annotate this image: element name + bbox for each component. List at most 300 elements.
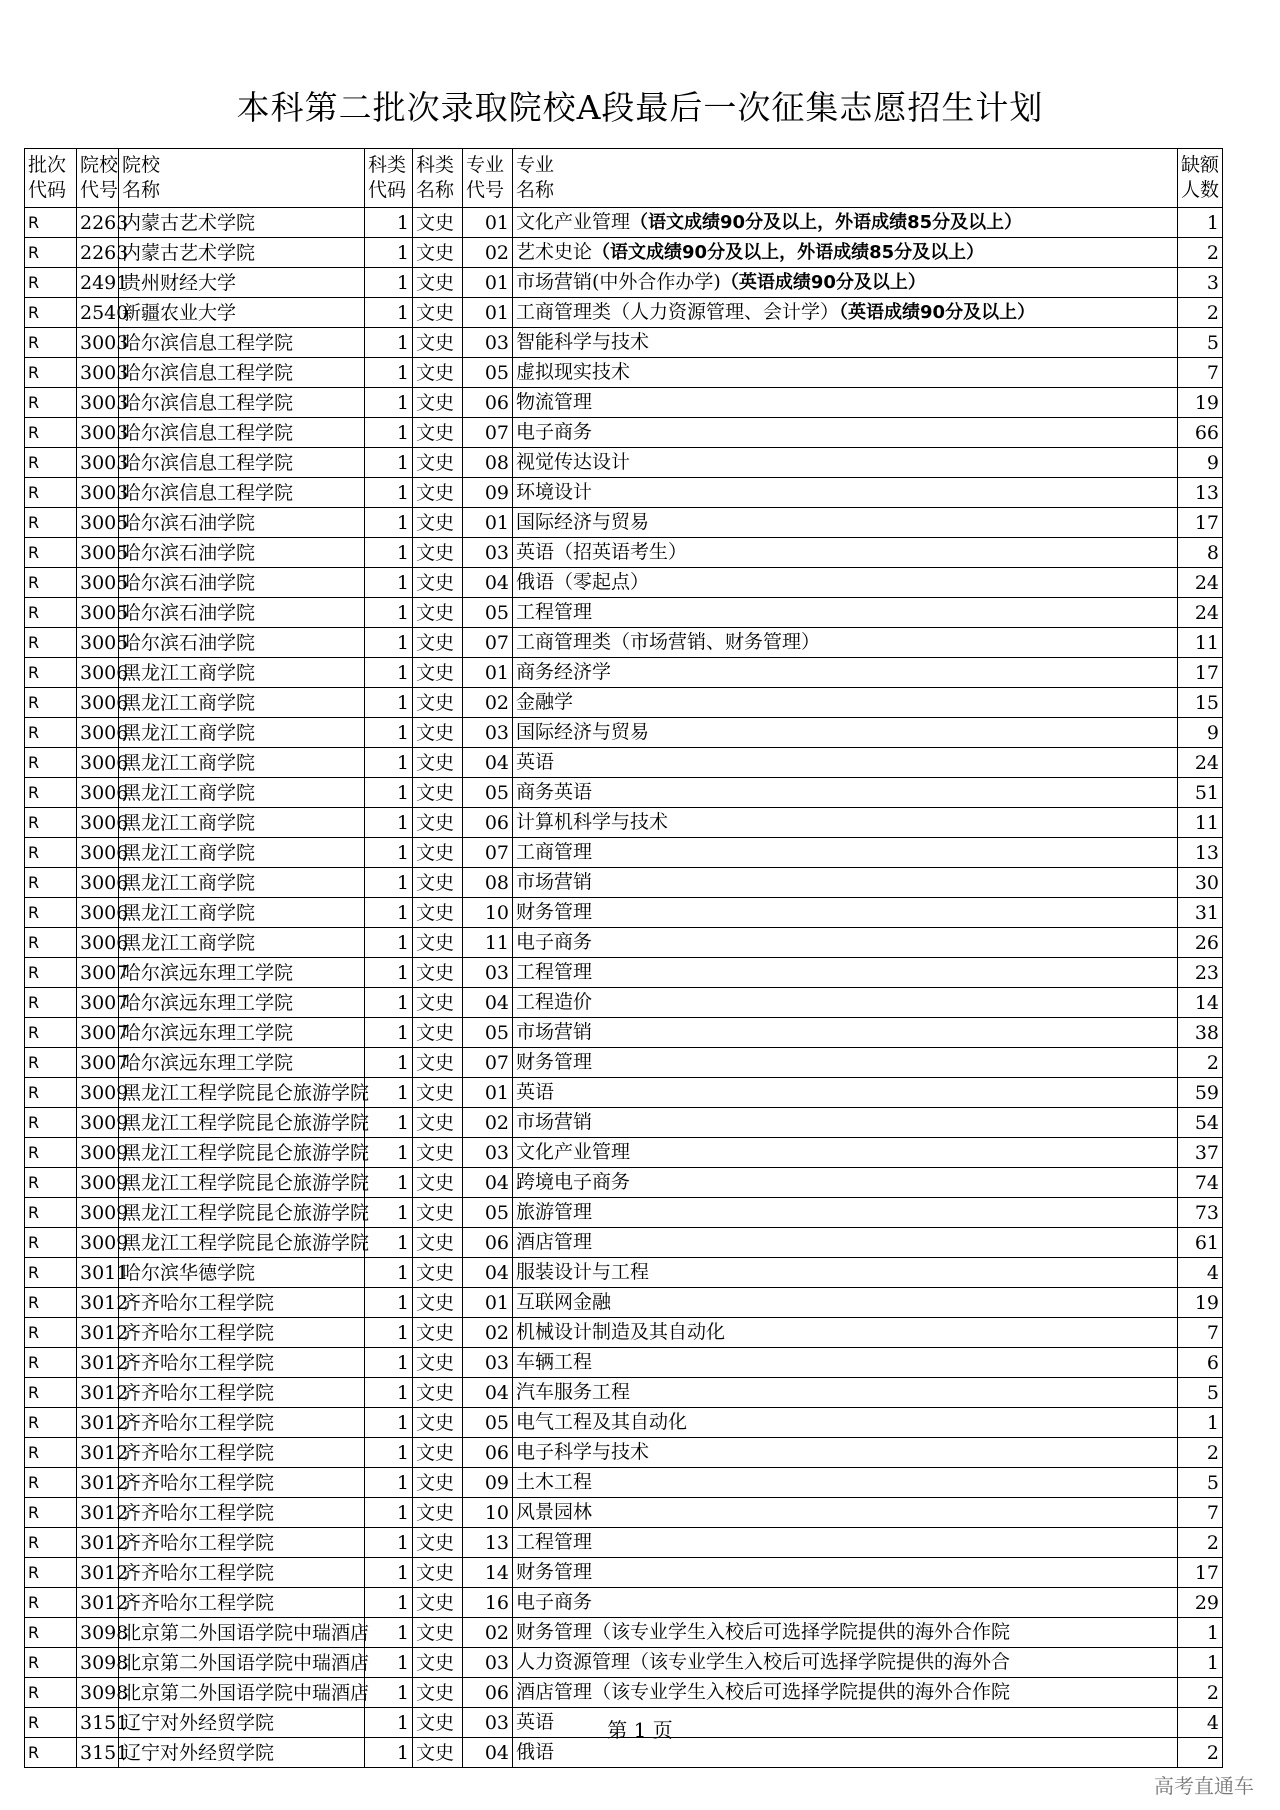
cell-vacancy — [1178, 688, 1223, 718]
cell-vacancy — [1178, 388, 1223, 418]
cell-school-code-text: 3007 — [80, 961, 129, 984]
cell-major-name-text: 风景园林 — [516, 1501, 593, 1523]
cell-batch-code-text: R — [28, 1172, 40, 1192]
cell-vacancy — [1178, 808, 1223, 838]
cell-school-name — [119, 928, 365, 958]
cell-school-name-text: 黑龙江工商学院 — [122, 781, 256, 804]
cell-subject-name-text: 文史 — [416, 1501, 455, 1524]
cell-major-name-text: 俄语 — [516, 1741, 555, 1763]
table-row — [25, 1468, 1223, 1498]
header-subject-code: 科类 代码 — [365, 149, 413, 208]
cell-subject-name — [413, 1258, 463, 1288]
cell-subject-code — [365, 1018, 413, 1048]
table-row — [25, 1498, 1223, 1528]
cell-batch-code — [25, 808, 77, 838]
cell-school-name — [119, 1318, 365, 1348]
cell-school-name — [119, 1498, 365, 1528]
table-row — [25, 268, 1223, 298]
cell-batch-code — [25, 1408, 77, 1438]
cell-batch-code — [25, 598, 77, 628]
cell-school-name — [119, 988, 365, 1018]
cell-batch-code — [25, 898, 77, 928]
header-vacancy: 缺额 人数 — [1178, 149, 1223, 208]
cell-vacancy-text: 13 — [1194, 841, 1219, 864]
cell-vacancy-text: 19 — [1194, 391, 1219, 414]
cell-major-name — [513, 328, 1178, 358]
cell-school-name — [119, 1438, 365, 1468]
cell-major-code-text: 02 — [484, 691, 509, 714]
cell-school-code-text: 3006 — [80, 661, 129, 684]
cell-major-name — [513, 598, 1178, 628]
cell-major-code — [463, 1168, 513, 1198]
cell-major-name-text: 商务经济学 — [516, 661, 612, 683]
cell-major-name — [513, 298, 1178, 328]
cell-major-code-text: 06 — [484, 1681, 509, 1704]
cell-subject-name — [413, 778, 463, 808]
cell-subject-name-text: 文史 — [416, 721, 455, 744]
cell-batch-code — [25, 1648, 77, 1678]
cell-school-name — [119, 1528, 365, 1558]
cell-major-code-text: 03 — [484, 331, 509, 354]
cell-school-code-text: 3003 — [80, 481, 129, 504]
cell-major-name — [513, 1198, 1178, 1228]
cell-school-code — [77, 298, 129, 328]
cell-subject-name — [413, 238, 463, 268]
cell-vacancy — [1178, 1138, 1223, 1168]
cell-subject-name — [413, 208, 463, 238]
cell-school-code — [77, 1318, 129, 1348]
cell-subject-code-text: 1 — [396, 1711, 409, 1734]
cell-vacancy — [1178, 568, 1223, 598]
cell-vacancy — [1178, 958, 1223, 988]
cell-subject-name — [413, 1348, 463, 1378]
cell-school-code-text: 3098 — [80, 1681, 129, 1704]
table-row — [25, 958, 1223, 988]
cell-subject-name — [413, 1678, 463, 1708]
cell-school-name — [119, 838, 365, 868]
cell-vacancy-text: 7 — [1206, 1501, 1219, 1524]
cell-vacancy-text: 2 — [1206, 1681, 1219, 1704]
cell-batch-code — [25, 1588, 77, 1618]
cell-major-code — [463, 1738, 513, 1768]
cell-school-name-text: 北京第二外国语学院中瑞酒店 — [122, 1621, 370, 1644]
cell-major-code — [463, 1108, 513, 1138]
cell-major-code — [463, 1588, 513, 1618]
cell-subject-name — [413, 928, 463, 958]
cell-vacancy — [1178, 268, 1223, 298]
cell-subject-name-text: 文史 — [416, 1681, 455, 1704]
cell-subject-name-text: 文史 — [416, 1711, 455, 1734]
cell-school-name-text: 黑龙江工商学院 — [122, 871, 256, 894]
cell-vacancy-text: 11 — [1194, 631, 1219, 654]
cell-subject-code — [365, 988, 413, 1018]
cell-subject-name — [413, 1018, 463, 1048]
cell-school-code-text: 3007 — [80, 1021, 129, 1044]
cell-batch-code — [25, 478, 77, 508]
cell-vacancy-text: 19 — [1194, 1291, 1219, 1314]
cell-school-name — [119, 1738, 365, 1768]
cell-vacancy-text: 14 — [1194, 991, 1219, 1014]
cell-school-name — [119, 388, 365, 418]
cell-vacancy — [1178, 1288, 1223, 1318]
table-row — [25, 1258, 1223, 1288]
cell-major-name-text: 服装设计与工程 — [516, 1261, 650, 1283]
cell-school-code — [77, 838, 129, 868]
cell-subject-code-text: 1 — [396, 961, 409, 984]
cell-subject-code — [365, 1078, 413, 1108]
cell-major-name — [513, 568, 1178, 598]
cell-subject-name-text: 文史 — [416, 301, 455, 324]
cell-subject-code-text: 1 — [396, 571, 409, 594]
cell-batch-code — [25, 718, 77, 748]
cell-subject-name-text: 文史 — [416, 1621, 455, 1644]
cell-major-code-text: 07 — [484, 421, 509, 444]
cell-school-code — [77, 1588, 129, 1618]
cell-batch-code — [25, 778, 77, 808]
cell-major-code-text: 02 — [484, 1321, 509, 1344]
cell-batch-code — [25, 628, 77, 658]
cell-major-name — [513, 208, 1178, 238]
cell-vacancy-text: 29 — [1194, 1591, 1219, 1614]
cell-major-code-text: 01 — [484, 1081, 509, 1104]
cell-subject-name-text: 文史 — [416, 1531, 455, 1554]
cell-school-code-text: 3005 — [80, 601, 129, 624]
table-row — [25, 778, 1223, 808]
cell-school-name — [119, 268, 365, 298]
cell-subject-code-text: 1 — [396, 211, 409, 234]
cell-subject-name-text: 文史 — [416, 991, 455, 1014]
cell-major-code-text: 06 — [484, 811, 509, 834]
cell-major-code — [463, 1498, 513, 1528]
cell-subject-code-text: 1 — [396, 361, 409, 384]
cell-subject-name-text: 文史 — [416, 691, 455, 714]
cell-school-code-text: 2491 — [80, 271, 129, 294]
cell-subject-name — [413, 898, 463, 928]
cell-batch-code — [25, 358, 77, 388]
table-row — [25, 928, 1223, 958]
cell-subject-code — [365, 778, 413, 808]
cell-major-code-text: 04 — [484, 571, 509, 594]
cell-subject-code-text: 1 — [396, 631, 409, 654]
cell-major-code — [463, 1198, 513, 1228]
cell-batch-code-text: R — [28, 1442, 40, 1462]
cell-major-code — [463, 1018, 513, 1048]
cell-school-code-text: 3006 — [80, 841, 129, 864]
cell-major-code-text: 06 — [484, 1441, 509, 1464]
cell-major-code — [463, 688, 513, 718]
table-row — [25, 808, 1223, 838]
cell-subject-name-text: 文史 — [416, 331, 455, 354]
cell-school-code — [77, 1138, 129, 1168]
cell-batch-code — [25, 1108, 77, 1138]
cell-school-name-text: 黑龙江工商学院 — [122, 901, 256, 924]
cell-school-code — [77, 748, 129, 778]
cell-major-name-text: 市场营销 — [516, 1021, 593, 1043]
cell-major-code — [463, 328, 513, 358]
cell-major-code-text: 10 — [484, 1501, 509, 1524]
cell-major-name — [513, 1678, 1178, 1708]
cell-subject-name — [413, 1378, 463, 1408]
cell-major-name — [513, 988, 1178, 1018]
cell-subject-code — [365, 1108, 413, 1138]
cell-school-name-text: 黑龙江工商学院 — [122, 661, 256, 684]
cell-school-name-text: 齐齐哈尔工程学院 — [122, 1321, 275, 1344]
cell-school-name-text: 哈尔滨信息工程学院 — [122, 421, 294, 444]
cell-subject-name — [413, 1138, 463, 1168]
cell-school-name-text: 齐齐哈尔工程学院 — [122, 1441, 275, 1464]
cell-subject-name-text: 文史 — [416, 241, 455, 264]
cell-school-name — [119, 628, 365, 658]
cell-batch-code — [25, 1348, 77, 1378]
cell-subject-code — [365, 1048, 413, 1078]
cell-subject-code — [365, 1468, 413, 1498]
cell-school-code-text: 3151 — [80, 1741, 129, 1764]
table-row — [25, 868, 1223, 898]
cell-major-name — [513, 1498, 1178, 1528]
table-row — [25, 1318, 1223, 1348]
cell-subject-name — [413, 598, 463, 628]
cell-batch-code — [25, 1558, 77, 1588]
cell-subject-code-text: 1 — [396, 841, 409, 864]
cell-subject-name-text: 文史 — [416, 1321, 455, 1344]
cell-vacancy-text: 30 — [1194, 871, 1219, 894]
cell-major-code — [463, 1648, 513, 1678]
cell-major-name-text: 计算机科学与技术 — [516, 811, 669, 833]
cell-subject-name — [413, 268, 463, 298]
cell-school-code-text: 3006 — [80, 901, 129, 924]
cell-subject-name — [413, 1168, 463, 1198]
cell-vacancy-text: 74 — [1194, 1171, 1219, 1194]
cell-school-name-text: 黑龙江工商学院 — [122, 841, 256, 864]
cell-school-code-text: 3003 — [80, 361, 129, 384]
cell-major-name-text: 汽车服务工程 — [516, 1381, 631, 1403]
cell-major-name — [513, 928, 1178, 958]
cell-major-name-text: 工程管理 — [516, 601, 593, 623]
major-requirement-note: （语文成绩90分及以上，外语成绩85分及以上） — [592, 242, 985, 263]
cell-subject-code-text: 1 — [396, 1051, 409, 1074]
table-row — [25, 1018, 1223, 1048]
cell-school-name-text: 齐齐哈尔工程学院 — [122, 1561, 275, 1584]
cell-batch-code — [25, 1438, 77, 1468]
cell-school-name — [119, 1468, 365, 1498]
cell-vacancy-text: 15 — [1194, 691, 1219, 714]
cell-batch-code-text: R — [28, 1472, 40, 1492]
cell-batch-code-text: R — [28, 1592, 40, 1612]
cell-major-code-text: 04 — [484, 1741, 509, 1764]
cell-major-code-text: 09 — [484, 481, 509, 504]
cell-batch-code-text: R — [28, 1682, 40, 1702]
cell-major-name-text: 英语 — [516, 751, 555, 773]
cell-major-name — [513, 1438, 1178, 1468]
cell-major-name-text: 财务管理 — [516, 1051, 593, 1073]
cell-major-code-text: 16 — [484, 1591, 509, 1614]
cell-school-code-text: 3151 — [80, 1711, 129, 1734]
cell-major-name — [513, 1138, 1178, 1168]
cell-major-code — [463, 478, 513, 508]
cell-batch-code-text: R — [28, 692, 40, 712]
cell-vacancy-text: 9 — [1206, 451, 1219, 474]
cell-school-code — [77, 1168, 129, 1198]
cell-subject-code — [365, 868, 413, 898]
cell-batch-code-text: R — [28, 1742, 40, 1762]
cell-subject-code — [365, 508, 413, 538]
cell-school-name — [119, 808, 365, 838]
cell-school-name-text: 北京第二外国语学院中瑞酒店 — [122, 1681, 370, 1704]
cell-subject-code — [365, 1528, 413, 1558]
cell-school-name — [119, 1108, 370, 1138]
cell-major-name — [513, 1048, 1178, 1078]
cell-subject-code — [365, 1288, 413, 1318]
header-batch-code: 批次 代码 — [25, 149, 77, 208]
cell-subject-name-text: 文史 — [416, 421, 455, 444]
cell-subject-name — [413, 1078, 463, 1108]
cell-major-name — [513, 868, 1178, 898]
cell-school-code-text: 3005 — [80, 631, 129, 654]
table-row — [25, 1558, 1223, 1588]
cell-subject-name — [413, 568, 463, 598]
cell-school-code-text: 3012 — [80, 1351, 129, 1374]
major-requirement-note: （英语成绩90分及以上） — [720, 272, 926, 293]
cell-school-code-text: 3009 — [80, 1231, 129, 1254]
cell-subject-name — [413, 838, 463, 868]
cell-vacancy — [1178, 238, 1223, 268]
cell-vacancy — [1178, 1408, 1223, 1438]
cell-vacancy-text: 66 — [1194, 421, 1219, 444]
cell-subject-name-text: 文史 — [416, 1111, 455, 1134]
cell-major-code-text: 02 — [484, 1111, 509, 1134]
cell-school-code-text: 3012 — [80, 1321, 129, 1344]
cell-major-code-text: 03 — [484, 721, 509, 744]
cell-major-name-text: 市场营销 — [516, 871, 593, 893]
cell-school-code — [77, 448, 129, 478]
cell-school-code — [77, 1048, 129, 1078]
cell-major-code-text: 03 — [484, 1351, 509, 1374]
cell-vacancy-text: 37 — [1194, 1141, 1219, 1164]
cell-subject-code — [365, 1408, 413, 1438]
cell-school-code-text: 2263 — [80, 211, 129, 234]
cell-school-code — [77, 1018, 129, 1048]
cell-major-name — [513, 838, 1178, 868]
cell-school-name-text: 哈尔滨信息工程学院 — [122, 361, 294, 384]
cell-major-name-text: 文化产业管理 — [516, 1141, 631, 1163]
cell-batch-code-text: R — [28, 1232, 40, 1252]
cell-subject-code-text: 1 — [396, 1561, 409, 1584]
cell-subject-name-text: 文史 — [416, 481, 455, 504]
cell-major-code — [463, 778, 513, 808]
cell-batch-code-text: R — [28, 362, 40, 382]
table-row — [25, 898, 1223, 928]
cell-batch-code-text: R — [28, 992, 40, 1012]
cell-school-code — [77, 628, 129, 658]
cell-subject-name-text: 文史 — [416, 1171, 455, 1194]
cell-batch-code — [25, 508, 77, 538]
cell-school-code — [77, 1078, 129, 1108]
cell-subject-name — [413, 1468, 463, 1498]
page-title: 本科第二批次录取院校A段最后一次征集志愿招生计划 — [236, 88, 1044, 127]
cell-school-name-text: 黑龙江工程学院昆仑旅游学院 — [122, 1081, 370, 1104]
cell-school-name-text: 哈尔滨石油学院 — [122, 511, 256, 534]
table-row — [25, 1438, 1223, 1468]
table-row — [25, 298, 1223, 328]
cell-vacancy-text: 24 — [1194, 751, 1219, 774]
cell-subject-code — [365, 328, 413, 358]
cell-subject-code — [365, 1138, 413, 1168]
table-row — [25, 1588, 1223, 1618]
cell-school-code-text: 2540 — [80, 301, 129, 324]
cell-batch-code — [25, 1738, 77, 1768]
cell-vacancy-text: 23 — [1194, 961, 1219, 984]
cell-subject-name-text: 文史 — [416, 1291, 455, 1314]
cell-subject-name-text: 文史 — [416, 271, 455, 294]
cell-batch-code-text: R — [28, 482, 40, 502]
cell-batch-code-text: R — [28, 1532, 40, 1552]
cell-major-name — [513, 358, 1178, 388]
cell-vacancy — [1178, 1198, 1223, 1228]
table-row — [25, 1048, 1223, 1078]
cell-batch-code-text: R — [28, 812, 40, 832]
cell-school-name-text: 齐齐哈尔工程学院 — [122, 1381, 275, 1404]
cell-vacancy-text: 8 — [1206, 541, 1219, 564]
cell-school-name-text: 齐齐哈尔工程学院 — [122, 1501, 275, 1524]
cell-subject-name-text: 文史 — [416, 1651, 455, 1674]
cell-subject-name-text: 文史 — [416, 361, 455, 384]
cell-vacancy — [1178, 1678, 1223, 1708]
cell-major-code — [463, 1048, 513, 1078]
cell-school-name-text: 哈尔滨信息工程学院 — [122, 391, 294, 414]
cell-school-code — [77, 1408, 129, 1438]
cell-subject-code — [365, 1348, 413, 1378]
cell-subject-code-text: 1 — [396, 331, 409, 354]
cell-vacancy-text: 6 — [1206, 1351, 1219, 1374]
cell-subject-name-text: 文史 — [416, 1051, 455, 1074]
table-row — [25, 538, 1223, 568]
cell-subject-code — [365, 1678, 413, 1708]
cell-school-code-text: 3012 — [80, 1441, 129, 1464]
cell-major-name — [513, 958, 1178, 988]
cell-major-name — [513, 1588, 1178, 1618]
cell-school-code-text: 3006 — [80, 811, 129, 834]
cell-school-code — [77, 568, 129, 598]
cell-major-name-text: 机械设计制造及其自动化 — [516, 1321, 726, 1343]
cell-major-code — [463, 628, 513, 658]
cell-school-name — [119, 1408, 365, 1438]
cell-subject-code — [365, 1618, 413, 1648]
cell-major-name-text: 商务英语 — [516, 781, 593, 803]
cell-subject-code-text: 1 — [396, 1201, 409, 1224]
cell-subject-name — [413, 688, 463, 718]
cell-school-code-text: 3006 — [80, 721, 129, 744]
cell-subject-code-text: 1 — [396, 391, 409, 414]
cell-subject-name-text: 文史 — [416, 1441, 455, 1464]
cell-vacancy — [1178, 988, 1223, 1018]
cell-major-name — [513, 388, 1178, 418]
cell-major-name — [513, 478, 1178, 508]
watermark: 高考直通车 — [1154, 1774, 1254, 1798]
cell-major-name-text: 工商管理类（市场营销、财务管理） — [516, 631, 821, 653]
cell-vacancy-text: 3 — [1206, 271, 1219, 294]
table-row — [25, 568, 1223, 598]
cell-school-code — [77, 928, 129, 958]
cell-major-name — [513, 1078, 1178, 1108]
cell-major-name-text: 工程管理 — [516, 1531, 593, 1553]
cell-major-name — [513, 1348, 1178, 1378]
cell-school-name — [119, 778, 365, 808]
cell-major-code — [463, 1288, 513, 1318]
cell-school-code-text: 3098 — [80, 1621, 129, 1644]
cell-school-code-text: 3012 — [80, 1501, 129, 1524]
cell-subject-code — [365, 568, 413, 598]
cell-subject-name-text: 文史 — [416, 961, 455, 984]
